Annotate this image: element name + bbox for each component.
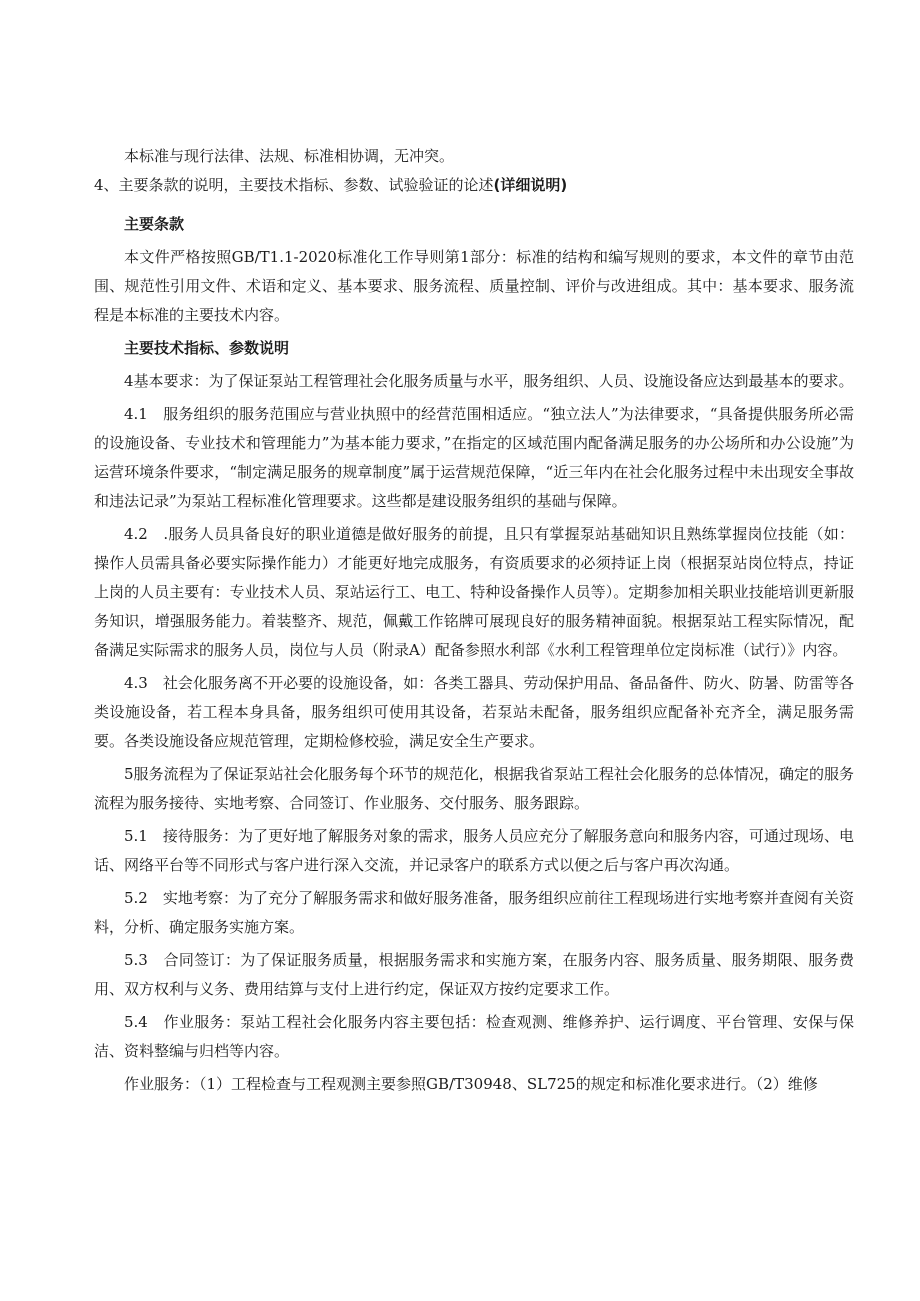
paragraph-section-4-1: 4.1 服务组织的服务范围应与营业执照中的经营范围相适应。“独立法人”为法律要求，“具备提供服务所必需的设施设备、专业技术和管理能力”为基本能力要求，”在指定的区域范围内配备满足服务的办公场所和办公设施”为运营环境条件要求，“制定满足服务的规章制度”属于运营规范保障，“近三年内在社会化服务过程中未出现安全事故和违法记录”为泵站工程标准化管理要求。这些都是建设服务组织的基础与保障。	[94, 405, 854, 510]
paragraph-section-5-4: 5.4 作业服务：泵站工程社会化服务内容主要包括：检查观测、维修养护、运行调度、平台管理、安保与保洁、资料整编与归档等内容。	[94, 1013, 854, 1060]
paragraph-section-5-3: 5.3 合同签订：为了保证服务质量，根据服务需求和实施方案，在服务内容、服务质量、服务期限、服务费用、双方权利与义务、费用结算与支付上进行约定，保证双方按约定要求工作。	[94, 951, 854, 998]
paragraph-section-4-2: 4.2 .服务人员具备良好的职业道德是做好服务的前提，且只有掌握泵站基础知识且熟练掌握岗位技能（如：操作人员需具备必要实际操作能力）才能更好地完成服务，有资质要求的必须持证上岗（根据泵站岗位特点，持证上岗的人员主要有：专业技术人员、泵站运行工、电工、特种设备操作人员等）。定期参加相关职业技能培训更新服务知识，增强服务能力。着装整齐、规范，佩戴工作铭牌可展现良好的服务精神面貌。根据泵站工程实际情况，配备满足实际需求的服务人员，岗位与人员（附录A）配备参照水利部《水利工程管理单位定岗标准（试行）》内容。	[94, 525, 854, 659]
item-4-bold-note: (详细说明)	[493, 176, 568, 194]
heading-tech-params: 主要技术指标、参数说明	[124, 339, 290, 357]
paragraph-work-service: 作业服务：（1）工程检查与工程观测主要参照GB/T30948、SL725的规定和标准化要求进行。（2）维修	[124, 1075, 818, 1093]
paragraph-section-5: 5服务流程为了保证泵站社会化服务每个环节的规范化，根据我省泵站工程社会化服务的总体情况，确定的服务流程为服务接待、实地考察、合同签订、作业服务、交付服务、服务跟踪。	[94, 765, 854, 812]
document-body	[94, 142, 854, 1099]
paragraph-section-5-1: 5.1 接待服务：为了更好地了解服务对象的需求，服务人员应充分了解服务意向和服务内容，可通过现场、电话、网络平台等不同形式与客户进行深入交流，并记录客户的联系方式以便之后与客户再次沟通。	[94, 827, 854, 874]
paragraph-structure: 本文件严格按照GB/T1.1-2020标准化工作导则第1部分：标准的结构和编写规则的要求，本文件的章节由范围、规范性引用文件、术语和定义、基本要求、服务流程、质量控制、评价与改进组成。其中：基本要求、服务流程是本标准的主要技术内容。	[94, 248, 854, 324]
paragraph-section-4: 4基本要求：为了保证泵站工程管理社会化服务质量与水平，服务组织、人员、设施设备应达到最基本的要求。	[124, 372, 854, 390]
paragraph-intro: 本标准与现行法律、法规、标准相协调，无冲突。	[124, 147, 455, 165]
paragraph-section-5-2: 5.2 实地考察：为了充分了解服务需求和做好服务准备，服务组织应前往工程现场进行实地考察并查阅有关资料，分析、确定服务实施方案。	[94, 889, 854, 936]
paragraph-section-4-3: 4.3 社会化服务离不开必要的设施设备，如：各类工器具、劳动保护用品、备品备件、防火、防暑、防雷等各类设施设备，若工程本身具备，服务组织可使用其设备，若泵站未配备，服务组织应配备补充齐全，满足服务需要。各类设施设备应规范管理，定期检修校验，满足安全生产要求。	[94, 674, 854, 750]
paragraph-item-4	[94, 171, 854, 200]
item-4-text: 4、主要条款的说明，主要技术指标、参数、试验验证的论述	[94, 176, 494, 194]
heading-main-clauses: 主要条款	[124, 215, 185, 233]
